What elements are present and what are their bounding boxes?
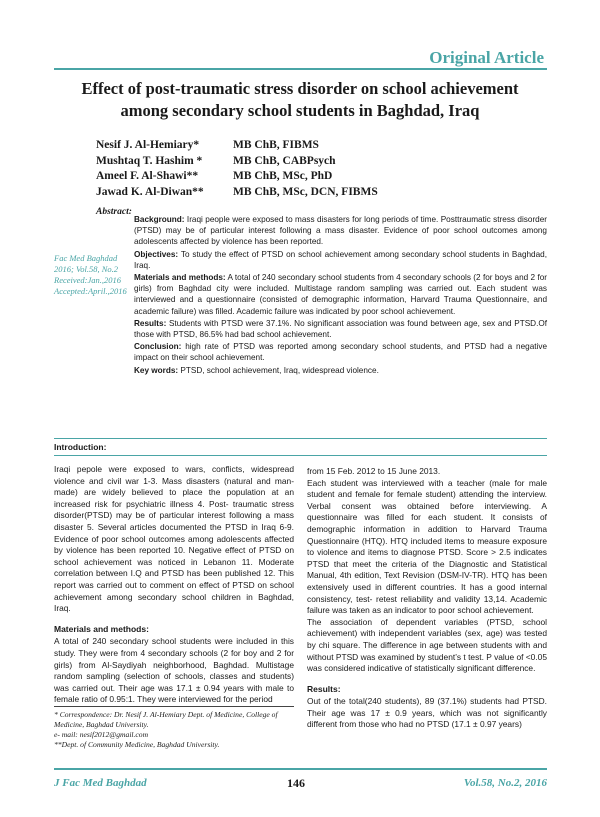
abstract-body [134, 214, 547, 377]
author-row [96, 169, 378, 185]
author-name: Ameel F. Al-Shawi** [96, 170, 199, 182]
abstract-results [134, 318, 547, 340]
conclusion-label: Conclusion: [134, 342, 182, 352]
statistics-text: The association of dependent variables (PTSD, school achievement) with independent variables (sex, age) was tested by chi square. The difference in age between students with and without PTSD was examined by student’s t test. P value of <0.05 was considered indicative of statistically significant difference. [307, 616, 547, 674]
footer-volume: Vol.58, No.2, 2016 [463, 777, 547, 789]
section-rule-bottom [54, 455, 547, 456]
background-text: Iraqi people were exposed to mass disasters for long periods of time. Posttraumatic stress disorder (PTSD) may be of particular interest following a mass disaster. Evidence of poor school outcomes among adolescents affected by violence has been reported. [134, 215, 548, 247]
footer-rule [54, 768, 547, 770]
volume-info: 2016; Vol.58, No.2 [54, 264, 118, 274]
results-heading: Results: [307, 683, 341, 694]
methods-text: A total of 240 secondary school students were included in this study. They were from 4 secondary schools (2 for boy and 2 for girls) from Al-Saydiyah neighborhood, Baghdad. Multistage random sampling (selection of schools, classes and students) was carried out. Their age was 17.1 ± 0.94 years with male to female ratio of 0.95:1. They were interviewed for the period [54, 636, 294, 705]
affiliation-note: **Dept. of Community Medicine, Baghdad University. [54, 740, 220, 749]
page-number: 146 [287, 776, 305, 790]
correspondence-note: * Correspondence: Dr. Nesif J. Al-Hemiary Dept. of Medicine, College of Medicine, Baghdad University. [54, 710, 278, 729]
author-degrees: MB ChB, MSc, PhD [233, 170, 333, 182]
author-row [96, 138, 378, 154]
keywords-label: Key words: [134, 365, 179, 375]
conclusion-text: high rate of PTSD was reported among secondary school students, and PTSD had a negative impact on their school achievement. [134, 342, 547, 363]
left-column [54, 464, 294, 706]
author-row [96, 185, 378, 201]
author-list [96, 138, 378, 200]
abstract-methods [134, 272, 547, 317]
author-name: Jawad K. Al-Diwan** [96, 185, 204, 198]
methods-text: A total of 240 secondary school students from 4 secondary schools (2 for boys and 2 for girls) from Baghdad city were included. Multistage random sampling was carried out. Each student was interviewed and a questionnaire (consisted of demographic information, Harvard Trauma Questionnaire, and academic failure) was filled. Academic failure was indicated by poor school achievement. [134, 273, 547, 316]
results-label: Results: [134, 318, 167, 328]
footnotes [54, 710, 299, 750]
abstract-conclusion [134, 341, 547, 363]
publication-info [54, 253, 127, 297]
footer-journal: J Fac Med Baghdad [54, 777, 147, 789]
introduction-heading: Introduction: [54, 442, 107, 452]
article-type-label: Original Article [429, 48, 544, 67]
introduction-text: Iraqi pepole were exposed to wars, conflicts, widespread violence and civil war 1-3. Mass disasters (natural and man-made) are widely believed to place the population at an increased risk for psychiatric illness 4. Post- traumatic stress disorder(PTSD) may be of particular interest following a mass disaster 5. Several articles documented the PTSD in Iraq 6-9. Evidence of poor school outcomes among adolescents affected by violence has been reported 10. Negative effect of PTSD on school achievement was noticed in Lebanon 11. Moderate correlation between I.Q and PTSD has been published 12. This report was carried out to comment on effect of PTSD on school achievement among secondary school children in Baghdad, Iraq. [54, 464, 294, 614]
author-row [96, 154, 378, 170]
abstract-keywords [134, 365, 547, 376]
keywords-text: PTSD, school achievement, Iraq, widespread violence. [180, 365, 379, 375]
background-label: Background: [134, 215, 185, 224]
abstract-objectives [134, 249, 547, 271]
article-title: Effect of post-traumatic stress disorder on school achievement among secondary school students in Baghdad, Iraq [81, 79, 519, 120]
author-name: Mushtaq T. Hashim * [96, 154, 203, 167]
abstract-label: Abstract: [96, 207, 132, 217]
results-text: Students with PTSD were 37.1%. No significant association was found between age, sex and PTSD.Of those with PTSD, 86.5% had bad school achievement. [134, 318, 547, 340]
right-column [307, 466, 547, 731]
journal-name: Fac Med Baghdad [54, 253, 118, 263]
methods-label: Materials and methods: [134, 273, 226, 283]
objectives-text: To study the effect of PTSD on school achievement among secondary school students in Baghdad, Iraq. [134, 249, 547, 270]
objectives-label: Objectives: [134, 249, 179, 259]
section-rule-top [54, 438, 547, 439]
author-degrees: MB ChB, MSc, DCN, FIBMS [233, 185, 378, 198]
results-text: Out of the total(240 students), 89 (37.1%) students had PTSD. Their age was 17 ± 0.9 years, which was not significantly different from those who had no PTSD (17.1 ± 0.97 years) [307, 696, 547, 730]
author-name: Nesif J. Al-Hemiary* [96, 139, 200, 151]
footnote-rule [54, 706, 294, 707]
author-degrees: MB ChB, CABPsych [233, 154, 336, 167]
methods-continued: from 15 Feb. 2012 to 15 June 2013. [307, 466, 441, 476]
email-note: e- mail: nesif2012@gmail.com [54, 730, 149, 739]
header-rule [54, 68, 547, 70]
methods-heading: Materials and methods: [54, 623, 149, 634]
author-degrees: MB ChB, FIBMS [233, 139, 319, 151]
received-date: Received:Jan.,2016 [54, 275, 122, 285]
procedure-text: Each student was interviewed with a teacher (male for male student and female for female student) attending the interview. Verbal consent was obtained before interviewing. A questionnaire was filled for each student. It consists of demographic information in addition to Harvard Trauma Questionnaire (HTQ). HTQ included items to measure exposure to violence and items to diagnose PTSD. Score > 2.5 indicates PTSD that meet the criteria of the Diagnostic and Statistical Manual, 4th edition, Text Revision (DSM-IV-TR). HTQ has been extensively used in different countries. It has a good internal consistency, test- retest reliability and validity 13,14. Academic failure was taken as an indicator to poor school achievement. [307, 477, 547, 616]
abstract-background [134, 214, 547, 248]
accepted-date: Accepted:April.,2016 [54, 286, 127, 296]
